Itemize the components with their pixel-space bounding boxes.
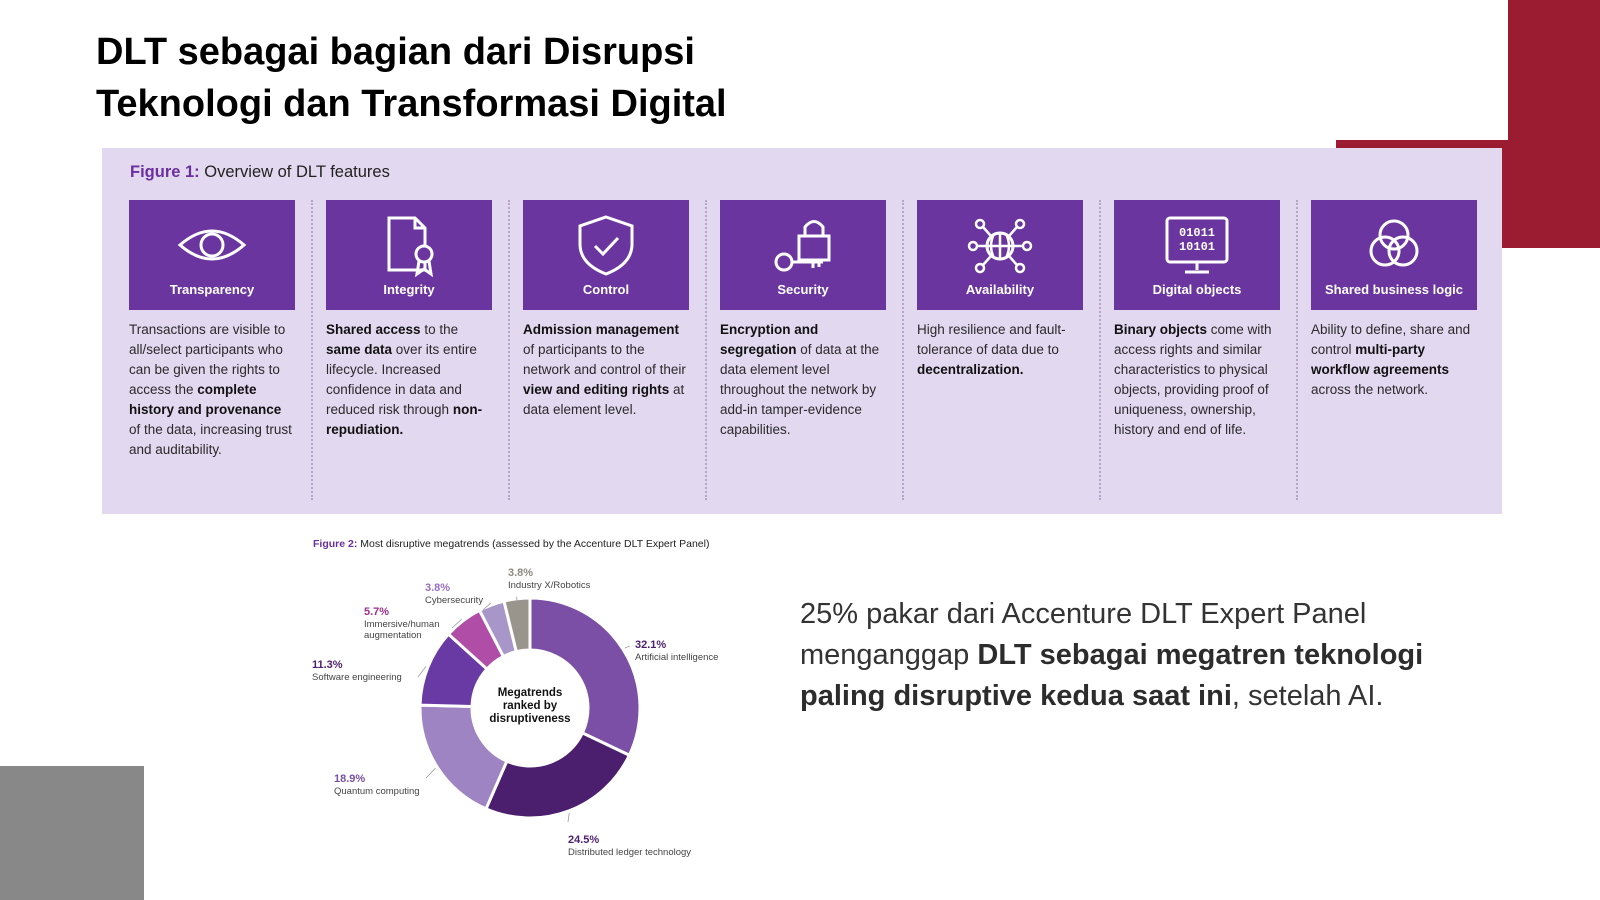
megatrends-donut-chart xyxy=(300,560,760,870)
feature-card xyxy=(1311,200,1477,310)
feature-description-bold: multi-party workflow agreements xyxy=(1311,342,1450,377)
feature-card xyxy=(523,200,689,310)
feature-separator xyxy=(311,200,313,500)
feature-name: Digital objects xyxy=(1152,282,1242,297)
feature-card xyxy=(129,200,295,310)
feature-description-bold: complete history and provenance xyxy=(129,382,282,417)
feature-description-text: of participants to the network and control of their xyxy=(523,342,686,377)
feature-description-text: Transactions are visible to all/select participants who can be given the rights to access the xyxy=(129,322,286,397)
feature-description xyxy=(523,320,689,420)
figure1-caption-prefix: Figure 1: xyxy=(130,163,200,181)
feature-name: Availability xyxy=(965,282,1035,297)
donut-slice-distributed-ledger-technology xyxy=(486,733,629,818)
key-lock-icon xyxy=(763,212,843,278)
donut-value-label: 3.8% xyxy=(425,582,451,594)
donut-value-label: 11.3% xyxy=(312,659,343,671)
feature-description-text: to the xyxy=(420,322,459,337)
feature-name: Transparency xyxy=(169,282,255,297)
feature-separator xyxy=(705,200,707,500)
summary-text xyxy=(800,594,1440,717)
slide-title xyxy=(96,26,727,130)
feature-card xyxy=(720,200,886,310)
donut-leader-line xyxy=(426,768,435,778)
feature-transparency xyxy=(129,200,295,460)
feature-card xyxy=(917,200,1083,310)
donut-value-label: 24.5% xyxy=(568,834,600,846)
summary-text-part1: 25% pakar dari Accenture DLT Expert Panel menganggap xyxy=(800,598,1367,671)
decorative-gray-block xyxy=(0,766,144,900)
donut-category-label: Quantum computing xyxy=(334,786,420,797)
feature-description-text: come with access rights and similar characteristics to physical objects, providing proof of uniqueness, ownership, history and end of life. xyxy=(1114,322,1272,437)
feature-description-bold: decentralization. xyxy=(917,362,1024,377)
feature-description-text: of the data, increasing trust and auditability. xyxy=(129,422,292,457)
figure1-panel xyxy=(102,148,1502,514)
feature-description-bold: non-repudiation. xyxy=(326,402,483,437)
binary-monitor-icon xyxy=(1157,212,1237,278)
feature-name: Control xyxy=(582,282,630,297)
feature-description-bold: Shared access xyxy=(326,322,421,337)
svg-text:01011: 01011 xyxy=(1178,226,1216,240)
feature-description-bold: same data xyxy=(326,342,393,357)
feature-description-text: at data element level. xyxy=(523,382,685,417)
summary-text-bold: DLT sebagai megatren teknologi paling disruptive kedua saat ini xyxy=(800,639,1424,712)
feature-separator xyxy=(1099,200,1101,500)
feature-description-text: of data at the data element level throughout the network by add-in tamper-evidence capabilities. xyxy=(720,342,880,437)
feature-card xyxy=(326,200,492,310)
overlapping-circles-icon xyxy=(1354,212,1434,278)
feature-availability xyxy=(917,200,1083,380)
donut-category-label: Cybersecurity xyxy=(425,595,484,606)
donut-center-label: Megatrends xyxy=(497,687,563,699)
donut-category-label: Distributed ledger technology xyxy=(568,847,692,858)
feature-integrity xyxy=(326,200,492,440)
figure2-caption-prefix: Figure 2: xyxy=(313,538,358,550)
feature-card xyxy=(1114,200,1280,310)
feature-shared-business-logic xyxy=(1311,200,1477,400)
feature-description-bold: Binary objects xyxy=(1114,322,1208,337)
feature-description xyxy=(129,320,295,460)
decorative-white-notch xyxy=(1336,0,1508,140)
donut-category-label: Immersive/human xyxy=(364,619,440,630)
figure1-caption xyxy=(130,163,390,182)
feature-name: Security xyxy=(777,282,829,297)
shield-check-icon xyxy=(566,212,646,278)
feature-description xyxy=(720,320,886,440)
feature-separator xyxy=(1296,200,1298,500)
figure2-caption xyxy=(313,538,709,550)
svg-text:10101: 10101 xyxy=(1178,240,1216,254)
donut-center-label: ranked by xyxy=(502,700,558,712)
summary-text-part2: , setelah AI. xyxy=(1231,680,1384,712)
feature-name: Shared business logic xyxy=(1325,282,1463,297)
feature-description-bold: view and editing rights xyxy=(523,382,670,397)
feature-description xyxy=(917,320,1083,380)
donut-value-label: 3.8% xyxy=(508,567,534,579)
eye-icon xyxy=(172,212,252,278)
donut-value-label: 32.1% xyxy=(635,639,667,651)
feature-security xyxy=(720,200,886,440)
feature-digital-objects xyxy=(1114,200,1280,440)
feature-description-text: High resilience and fault-tolerance of data due to xyxy=(917,322,1066,357)
figure1-caption-text: Overview of DLT features xyxy=(199,163,390,181)
donut-leader-line xyxy=(625,646,630,648)
donut-value-label: 18.9% xyxy=(334,773,366,785)
feature-description xyxy=(1311,320,1477,400)
feature-description xyxy=(1114,320,1280,440)
feature-description-bold: Encryption and segregation xyxy=(720,322,819,357)
feature-description xyxy=(326,320,492,440)
feature-separator xyxy=(508,200,510,500)
feature-description-bold: Admission management xyxy=(523,322,680,337)
slide-title-line2: Teknologi dan Transformasi Digital xyxy=(96,83,727,125)
feature-control xyxy=(523,200,689,420)
donut-category-label: Software engineering xyxy=(312,672,402,683)
figure2-caption-text: Most disruptive megatrends (assessed by the Accenture DLT Expert Panel) xyxy=(357,538,710,550)
donut-category-label: augmentation xyxy=(364,630,422,641)
certified-document-icon xyxy=(369,212,449,278)
feature-description-text: over its entire lifecycle. Increased confidence in data and reduced risk through xyxy=(326,342,477,417)
donut-category-label: Industry X/Robotics xyxy=(508,580,591,591)
feature-description-text: Ability to define, share and control xyxy=(1311,322,1471,357)
donut-leader-line xyxy=(568,813,569,822)
feature-description-text: across the network. xyxy=(1311,382,1429,397)
feature-name: Integrity xyxy=(383,282,435,297)
donut-center-label: disruptiveness xyxy=(489,713,571,725)
slide-title-line1: DLT sebagai bagian dari Disrupsi xyxy=(96,31,695,73)
donut-category-label: Artificial intelligence xyxy=(635,652,719,663)
feature-separator xyxy=(902,200,904,500)
donut-value-label: 5.7% xyxy=(364,606,390,618)
network-globe-icon xyxy=(960,212,1040,278)
donut-slice-artificial-intelligence xyxy=(530,598,640,755)
